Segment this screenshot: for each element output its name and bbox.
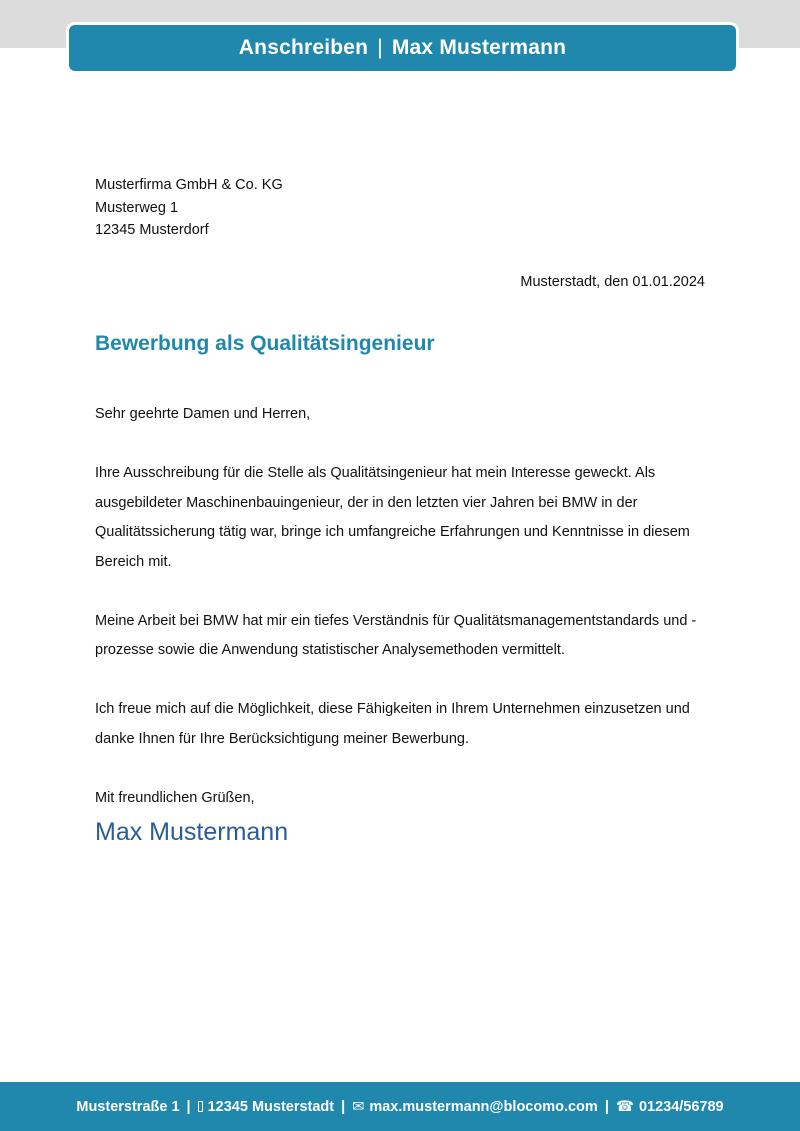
header-separator: | (377, 36, 383, 59)
footer-separator: | (604, 1098, 609, 1115)
footer-email[interactable]: max.mustermann@blocomo.com (369, 1098, 598, 1115)
recipient-address (95, 174, 283, 242)
body-paragraph: Meine Arbeit bei BMW hat mir ein tiefes Verständnis für Qualitätsmanagementstandards und -prozesse sowie die Anwendung statistischer Analysemethoden vermittelt. (95, 612, 697, 658)
header-title-right: Max Mustermann (391, 36, 567, 59)
envelope-icon: ✉ (352, 1098, 365, 1115)
recipient-company: Musterfirma GmbH & Co. KG (95, 177, 283, 193)
location-icon (198, 1101, 203, 1112)
subject-heading: Bewerbung als Qualitätsingenieur (95, 332, 435, 355)
footer-contact-bar (0, 1082, 800, 1131)
footer-separator: | (186, 1098, 191, 1115)
telephone-icon: ☎ (615, 1098, 634, 1115)
body-paragraph: Ihre Ausschreibung für die Stelle als Qualitätsingenieur hat mein Interesse geweckt. Als ausgebildeter Maschinenbauingenieur, der in den letzten vier Jahren bei BMW in der Qualitätssicherung tätig war, bringe ich umfangreiche Erfahrungen und Kenntnisse in diesem Bereich mit. (95, 465, 690, 570)
footer-phone[interactable]: 01234/56789 (638, 1098, 724, 1115)
salutation: Sehr geehrte Damen und Herren, (95, 406, 311, 422)
footer-separator: | (341, 1098, 346, 1115)
letter-body (95, 400, 710, 843)
recipient-street: Musterweg 1 (95, 199, 179, 216)
header-title-left: Anschreiben (238, 36, 369, 59)
footer-city: 12345 Musterstadt (207, 1098, 335, 1115)
closing: Mit freundlichen Grüßen, (95, 789, 255, 806)
body-paragraph: Ich freue mich auf die Möglichkeit, diese Fähigkeiten in Ihrem Unternehmen einzusetzen und danke Ihnen für Ihre Berücksichtigung meiner Bewerbung. (95, 701, 690, 747)
recipient-city: 12345 Musterdorf (95, 222, 209, 238)
date-line: Musterstadt, den 01.01.2024 (520, 274, 705, 290)
footer-street: Musterstraße 1 (76, 1098, 180, 1115)
signature: Max Mustermann (95, 818, 289, 846)
header-bar (66, 22, 739, 74)
